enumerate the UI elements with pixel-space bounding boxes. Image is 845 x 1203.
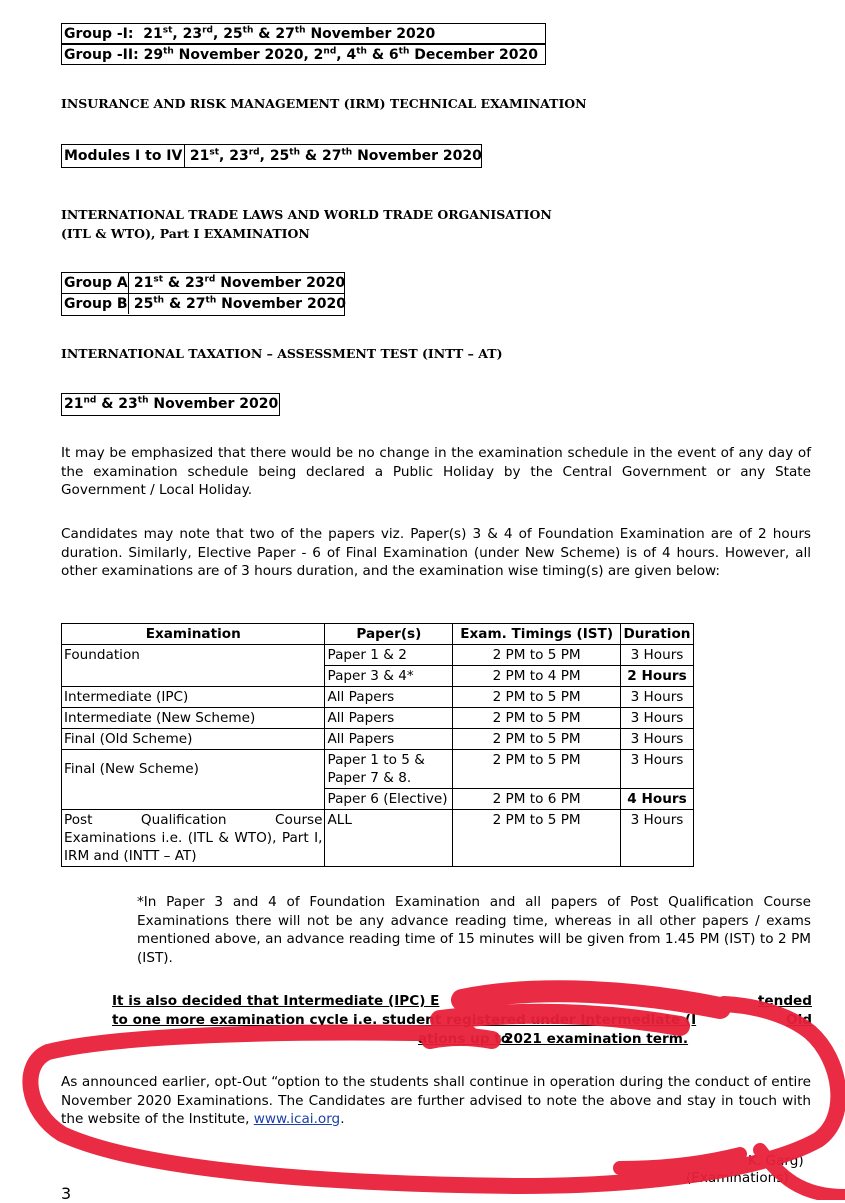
ordinal: th	[341, 147, 353, 158]
month: November 2020	[220, 275, 346, 291]
time-cell: 2 PM to 5 PM	[453, 750, 621, 789]
date: & 27	[168, 296, 206, 312]
date: 21	[143, 26, 163, 42]
time-cell: 2 PM to 5 PM	[453, 687, 621, 708]
month: November 2020	[357, 148, 482, 164]
paper-cell: All Papers	[325, 708, 453, 729]
header-duration: Duration	[620, 624, 693, 645]
itl-group-a-label: Group A	[64, 275, 128, 291]
duration-cell: 3 Hours	[620, 750, 693, 789]
itl-group-a-box	[61, 272, 345, 294]
date: 25	[133, 296, 154, 312]
table-row	[62, 750, 694, 789]
paper-cell: ALL	[325, 810, 453, 867]
date: & 6	[371, 47, 399, 63]
exam-cell: Post Qualification Course Examinations i.e. (ITL & WTO), Part I, IRM and (INTT – AT)	[62, 810, 325, 867]
date: 4	[346, 47, 357, 63]
irm-dates-box: Modules I to IV 21st, 23rd, 25th & 27th November 2020	[61, 144, 482, 168]
ordinal: th	[137, 395, 149, 406]
irm-heading: INSURANCE AND RISK MANAGEMENT (IRM) TECHNICAL EXAMINATION	[61, 96, 587, 111]
ordinal: rd	[248, 147, 260, 158]
optout-text: As announced earlier, opt-Out “option to the students shall continue in operation during the conduct of entire November 2020 Examinations. The Candidates are further advised to note the above and stay in touch with the website of the Institute,	[61, 1074, 811, 1127]
time-cell: 2 PM to 5 PM	[453, 645, 621, 666]
ca-group-2-box: Group -II: 29th November 2020, 2nd, 4th & 6th December 2020	[61, 44, 546, 65]
time-cell: 2 PM to 5 PM	[453, 708, 621, 729]
date: & 27	[304, 148, 342, 164]
ordinal: th	[153, 295, 165, 306]
date: & 27	[258, 26, 295, 42]
date: 25	[269, 148, 290, 164]
ordinal: th	[294, 25, 306, 36]
month: November 2020	[153, 396, 279, 412]
time-cell: 2 PM to 5 PM	[453, 729, 621, 750]
table-row	[62, 666, 694, 687]
date: 23	[229, 148, 249, 164]
ordinal: th	[205, 295, 217, 306]
duration-cell: 2 Hours	[620, 666, 693, 687]
duration-cell: 3 Hours	[620, 708, 693, 729]
optout-paragraph	[61, 1073, 811, 1129]
exam-cell: Intermediate (IPC)	[62, 687, 325, 708]
date: November 2020, 2	[178, 47, 324, 63]
ipc-notice-text: Old	[786, 1012, 812, 1028]
table-row	[62, 708, 694, 729]
month: December 2020	[414, 47, 538, 63]
table-row	[62, 687, 694, 708]
date: 29	[143, 47, 164, 63]
exam-cell: Foundation	[62, 645, 325, 666]
paper-cell: All Papers	[325, 729, 453, 750]
duration-cell: 4 Hours	[620, 789, 693, 810]
date: 21	[133, 275, 154, 291]
header-examination: Examination	[62, 624, 325, 645]
icai-website-link[interactable]: www.icai.org	[253, 1111, 341, 1127]
ordinal: th	[289, 147, 301, 158]
header-papers: Paper(s)	[325, 624, 453, 645]
exam-cell	[62, 666, 325, 687]
ordinal: th	[356, 46, 367, 57]
exam-cell: Intermediate (New Scheme)	[62, 708, 325, 729]
table-row	[62, 645, 694, 666]
duration-cell: 3 Hours	[620, 729, 693, 750]
ordinal: rd	[204, 274, 216, 285]
duration-cell: 3 Hours	[620, 645, 693, 666]
ipc-notice-text: to one more examination cycle i.e. student registered under Intermediate (I	[112, 1012, 697, 1028]
time-cell: 2 PM to 5 PM	[453, 810, 621, 867]
ipc-notice-text: 2021 examination term.	[504, 1031, 689, 1047]
ordinal: st	[162, 25, 173, 36]
date: & 23	[167, 275, 205, 291]
date: 21	[64, 396, 84, 412]
table-row	[62, 810, 694, 867]
table-row	[62, 729, 694, 750]
table-row	[62, 789, 694, 810]
header-timings: Exam. Timings (IST)	[453, 624, 621, 645]
optout-period: .	[340, 1111, 345, 1127]
itl-heading-line-1: INTERNATIONAL TRADE LAWS AND WORLD TRADE ORGANISATION	[61, 207, 552, 222]
paper-cell: Paper 1 to 5 & Paper 7 & 8.	[325, 750, 453, 789]
exam-cell: Final (New Scheme)	[62, 750, 325, 789]
date: & 23	[101, 396, 138, 412]
date: 23	[182, 26, 203, 42]
signature-name: K. Garg)	[748, 1153, 804, 1169]
ca-group-1-label: Group -I:	[64, 26, 134, 42]
ordinal: st	[153, 274, 164, 285]
itl-heading-line-2: (ITL & WTO), Part I EXAMINATION	[61, 226, 310, 241]
ordinal: nd	[323, 46, 337, 57]
ordinal: th	[242, 25, 254, 36]
paper-cell: Paper 6 (Elective)	[325, 789, 453, 810]
paper-cell: Paper 3 & 4*	[325, 666, 453, 687]
itl-group-b-label: Group B	[64, 296, 128, 312]
ipc-notice-text: tended	[757, 993, 812, 1009]
ca-group-1-box: Group -I: 21st, 23rd, 25th & 27th November 2020	[61, 23, 546, 44]
time-cell: 2 PM to 4 PM	[453, 666, 621, 687]
time-cell: 2 PM to 6 PM	[453, 789, 621, 810]
exam-timings-table	[61, 623, 694, 867]
itl-group-b-box	[61, 294, 345, 316]
ordinal: st	[209, 147, 220, 158]
ordinal: rd	[202, 25, 213, 36]
ipc-notice-line-2	[112, 1011, 812, 1030]
ordinal: th	[163, 46, 174, 57]
ipc-notice-line-3	[112, 1030, 812, 1049]
paper-cell: All Papers	[325, 687, 453, 708]
ordinal: nd	[83, 395, 97, 406]
date: 21	[189, 148, 210, 164]
month: November 2020	[310, 26, 436, 42]
duration-cell: 3 Hours	[620, 687, 693, 708]
signature-designation: (Examinations)	[686, 1170, 789, 1186]
irm-label: Modules I to IV	[62, 145, 185, 167]
ipc-notice	[112, 992, 812, 1049]
annotation-stroke	[620, 1154, 740, 1168]
ipc-notice-line-1	[112, 992, 812, 1011]
exam-cell	[62, 789, 325, 810]
date: 25	[223, 26, 243, 42]
table-header-row	[62, 624, 694, 645]
intt-heading: INTERNATIONAL TAXATION – ASSESSMENT TEST (INTT – AT)	[61, 346, 503, 361]
ordinal: th	[398, 46, 410, 57]
intt-dates-box	[61, 393, 280, 416]
duration-paragraph: Candidates may note that two of the papers viz. Paper(s) 3 & 4 of Foundation Examination are of 2 hours duration. Similarly, Elective Paper - 6 of Final Examination (under New Scheme) is of 4 hours. However, all other examinations are of 3 hours duration, and the examination wise timing(s) are given below:	[61, 526, 811, 579]
reading-time-footnote: *In Paper 3 and 4 of Foundation Examination and all papers of Post Qualification Course Examinations there will not be any advance reading time, whereas in all other papers / exams mentioned above, an advance reading time of 15 minutes will be given from 1.45 PM (IST) to 2 PM (IST).	[137, 894, 811, 966]
month: November 2020	[221, 296, 346, 312]
ipc-notice-text: It is also decided that Intermediate (IPC) E	[112, 993, 440, 1009]
holiday-paragraph: It may be emphasized that there would be no change in the examination schedule in the event of any day of the examination schedule being declared a Public Holiday by the Central Government or any State Government / Local Holiday.	[61, 445, 811, 498]
page-number: 3	[61, 1184, 72, 1203]
ca-group-2-label: Group -II:	[64, 47, 139, 63]
duration-cell: 3 Hours	[620, 810, 693, 867]
ipc-notice-text: ations up to	[418, 1031, 511, 1047]
paper-cell: Paper 1 & 2	[325, 645, 453, 666]
exam-cell: Final (Old Scheme)	[62, 729, 325, 750]
